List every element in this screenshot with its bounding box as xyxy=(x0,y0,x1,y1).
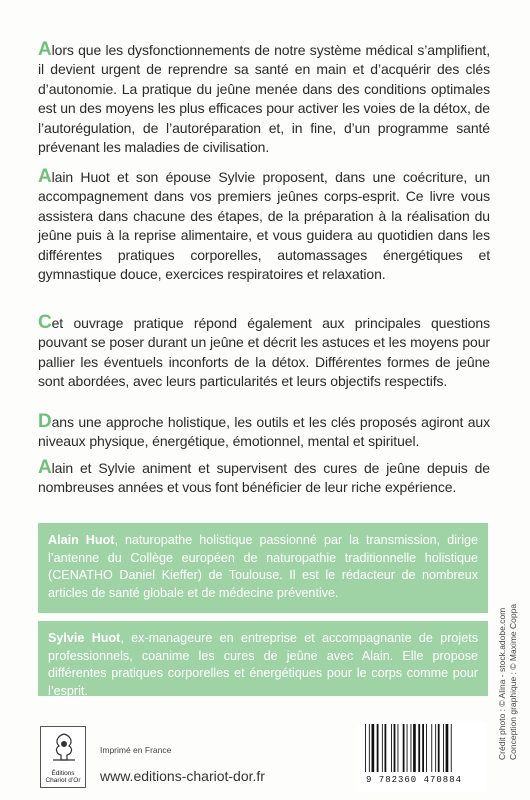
bio-box-sylvie xyxy=(38,621,488,696)
photo-credit: Crédit photo : © Alina - stock.adobe.com xyxy=(497,607,507,760)
paragraph-experience xyxy=(38,458,490,498)
paragraph-text: et ouvrage pratique répond également aux principales questions pouvant se poser durant un jeûne et décrit les astuces et les moyens pour pallier les éventuels inconforts de la détox. Différentes formes de jeûne sont abordées, avec leurs particularités et leurs objectifs respectifs. xyxy=(38,315,490,390)
barcode-bars xyxy=(357,722,487,774)
bio-text: , naturopathe holistique passionné par la transmission, dirige l’antenne du Collège européen de naturopathie traditionnelle holistique (CENATHO Daniel Kieffer) de Toulouse. Il est le rédacteur de nombreux articles de santé globale et de médecine préventive. xyxy=(48,533,478,600)
credits xyxy=(497,604,519,760)
drop-cap: A xyxy=(38,166,52,187)
chariot-icon xyxy=(47,730,81,764)
design-credit: Conception graphique : © Maxime Coppa xyxy=(508,603,518,760)
paragraph-text: lain et Sylvie animent et supervisent des cures de jeûne depuis de nombreuses années et vous font bénéficier de leur riche expérience. xyxy=(38,460,490,496)
bio-text: , ex-manageure en entreprise et accompagnante de projets professionnels, coanime les cures de jeûne avec Alain. Elle propose différentes pratiques corporelles et énergétiques pour le corps comme pour l’esprit. xyxy=(48,631,478,698)
paragraph-intro xyxy=(38,40,490,157)
publisher-logo xyxy=(40,726,86,788)
barcode-number: 9 782360 470884 xyxy=(366,775,463,785)
paragraph-text: lain Huot et son épouse Sylvie proposent, dans une coécriture, un accompagnement dans vos premiers jeûnes corps-esprit. Ce livre vous assistera dans chacune des étapes, de la préparation à la réalisation du jeûne puis à la reprise alimentaire, et vous guidera au quotidien dans les différentes pratiques corporelles, automassages énergétiques et gymnastique douce, exercices respiratoires et relaxation. xyxy=(38,169,490,283)
drop-cap: A xyxy=(38,457,52,478)
paragraph-content xyxy=(38,313,490,392)
logo-text: Éditions Chariot d’Or xyxy=(45,770,81,784)
paragraph-text: lors que les dysfonctionnements de notre système médical s’amplifient, il devient urgent de reprendre sa santé en main et d’acquérir des clés d’autonomie. La pratique du jeûne menée dans des conditions optimales est un des moyens les plus efficaces pour activer les voies de la détox, de l’autorégulation, de l’autoréparation et, in fine, d’un programme santé prévenant les maladies de civilisation. xyxy=(38,42,490,156)
author-name: Sylvie Huot xyxy=(48,631,121,645)
drop-cap: C xyxy=(38,312,52,333)
publisher-url: www.editions-chariot-dor.fr xyxy=(100,768,265,784)
paragraph-holistic xyxy=(38,412,490,452)
paragraph-authors xyxy=(38,167,490,284)
drop-cap: D xyxy=(38,411,52,432)
drop-cap: A xyxy=(38,39,52,60)
printed-in: Imprimé en France xyxy=(100,745,172,755)
bio-box-alain xyxy=(38,523,488,613)
paragraph-text: ans une approche holistique, les outils et les clés proposés agiront aux niveaux physique, énergétique, émotionnel, mental et spirituel. xyxy=(38,414,490,450)
author-name: Alain Huot xyxy=(48,533,115,547)
